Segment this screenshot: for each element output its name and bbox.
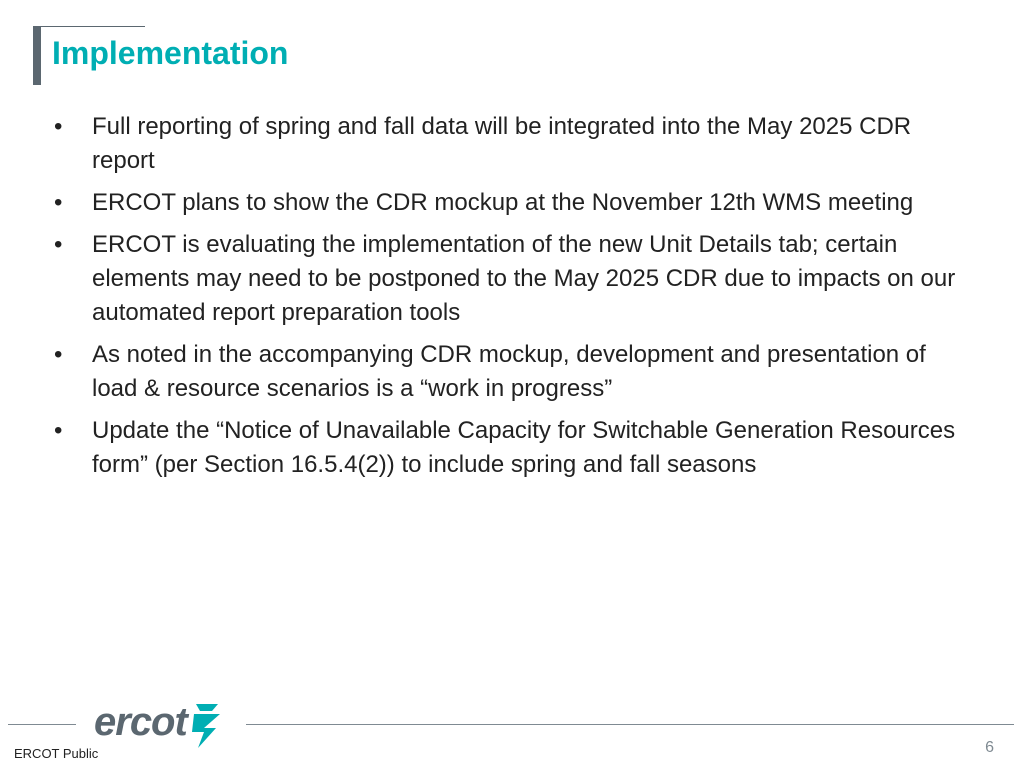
bullet-text: ERCOT plans to show the CDR mockup at the November 12th WMS meeting [92,189,914,216]
bullet-text: Update the “Notice of Unavailable Capacity for Switchable Generation Resources form” (per Section 16.5.4(2)) to include spring and fall seasons [92,417,956,478]
bullet-list [54,110,974,490]
page-number: 6 [985,739,994,756]
slide-title: Implementation [52,35,289,71]
bullet-symbol: • [54,341,63,368]
bullet-text: Full reporting of spring and fall data will be integrated into the May 2025 CDR report [92,113,912,174]
footer-rule-right [246,724,1014,725]
title-accent-bar [33,26,41,85]
logo-wordmark: ercot [94,700,187,744]
footer-rule-left [8,724,76,725]
bullet-symbol: • [54,189,63,216]
bullet-symbol: • [54,417,63,444]
lightning-bolt-icon [190,702,224,750]
bullet-text: ERCOT is evaluating the implementation of the new Unit Details tab; certain elements may need to be postponed to the May 2025 CDR due to impacts on our automated report preparation tools [92,231,956,326]
bullet-item [54,414,974,482]
bullet-item [54,338,974,406]
bullet-item [54,110,974,178]
bullet-text: As noted in the accompanying CDR mockup, development and presentation of load & resource scenarios is a “work in progress” [92,341,926,402]
classification-label: ERCOT Public [14,746,99,761]
ercot-logo [94,700,228,752]
bullet-item [54,228,974,330]
bullet-symbol: • [54,231,63,258]
bullet-symbol: • [54,113,63,140]
bullet-item [54,186,974,220]
title-accent-line [41,26,145,27]
